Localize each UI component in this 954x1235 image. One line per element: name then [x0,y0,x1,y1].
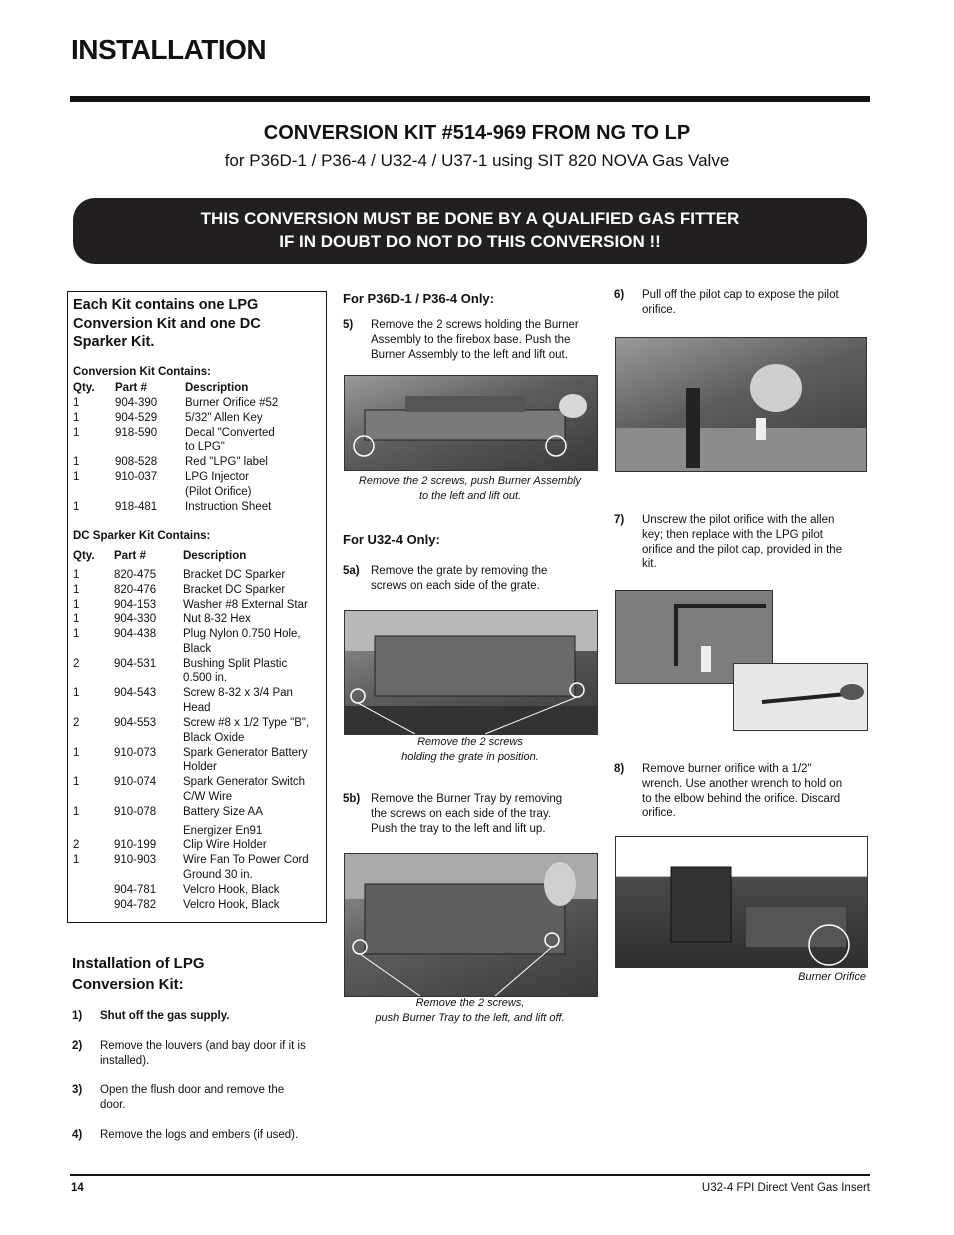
photo-burner-tray-drawing [345,854,597,996]
row-desc-line: Washer #8 External Star [183,598,308,611]
row-qty: 2 [73,839,80,852]
row-part: 820-476 [114,583,157,596]
row-part: 910-903 [114,854,157,867]
row-part: 904-781 [114,883,157,896]
step-number: 6) [614,289,625,301]
text-line: Push the tray to the left and lift up. [371,822,546,835]
row-part: 904-531 [114,657,157,670]
row-desc-line: Bushing Split Plastic [183,657,288,670]
col-part: Part # [114,550,146,562]
text-line: Remove burner orifice with a 1/2" [642,763,812,775]
row-qty: 1 [73,456,80,469]
photo-burner-tray [344,853,598,997]
grate-shape [375,636,575,696]
row-desc [183,775,305,804]
row-qty: 1 [73,411,80,424]
text-line: Remove the grate by removing the [371,565,548,577]
row-desc-line: (Pilot Orifice) [185,485,252,498]
row-desc-line: Instruction Sheet [185,500,272,513]
row-qty: 2 [73,717,80,729]
row-qty: 1 [73,583,80,596]
col-part: Part # [115,382,147,394]
row-qty: 1 [73,805,80,818]
row-qty: 1 [73,598,80,611]
row-desc-line: 0.500 in. [183,672,228,685]
row-desc [185,396,278,411]
step-number: 5) [343,319,354,331]
row-desc-line: C/W Wire [183,790,233,803]
install-heading-line-1: Installation of LPG [72,955,205,972]
text-line: installed). [100,1054,150,1067]
row-qty: 1 [73,628,80,641]
text-line: the screws on each side of the tray. [371,807,552,820]
step-text [100,1128,298,1143]
sparker-kit-label: DC Sparker Kit Contains: [73,530,211,542]
text-line: holding the grate in position. [401,751,539,763]
text-line: Open the flush door and remove the [100,1084,285,1096]
valve-body-shape [671,867,731,942]
step-text [371,564,547,594]
kit-subtitle: for P36D-1 / P36-4 / U32-4 / U37-1 using SIT 820 NOVA Gas Valve [224,151,730,170]
row-desc-line: LPG Injector [185,471,249,483]
hand-shape [559,394,587,418]
text-line: Remove the Burner Tray by removing [371,793,563,805]
text-line: push Burner Tray to the left, and lift off. [375,1012,565,1024]
col-qty: Qty. [73,550,95,562]
row-part: 904-529 [115,411,158,424]
step-number: 5b) [343,793,361,805]
text-line: key; then replace with the LPG pilot [642,528,823,541]
row-desc-line: Burner Orifice #52 [185,397,279,409]
row-desc [183,838,267,853]
row-qty: 1 [73,500,80,513]
row-desc [183,824,262,839]
row-part: 904-553 [114,717,157,729]
text-line: orifice. [642,303,676,316]
row-desc-line: Battery Size AA [183,805,263,818]
screw-circle-left [351,689,365,703]
photo-pilot-cap-drawing [616,338,866,471]
row-desc-line: Spark Generator Switch [183,776,306,789]
title-rule [70,96,870,102]
row-part: 904-543 [114,687,157,700]
text-line: Assembly to the firebox base. Push the [371,333,571,346]
row-desc [183,716,309,745]
step-text [100,1083,284,1113]
row-desc-line: Spark Generator Battery [183,746,308,759]
step-text [100,1039,306,1069]
row-desc [183,686,293,715]
caption-step-5 [343,474,597,504]
caption-step-5a [343,735,597,765]
step-number: 4) [72,1129,83,1141]
warning-line-1: THIS CONVERSION MUST BE DONE BY A QUALIFIED GAS FITTER [200,209,740,228]
row-part: 918-590 [115,426,158,439]
row-qty: 1 [73,471,80,483]
col-desc: Description [185,382,249,394]
step-number: 5a) [343,565,360,577]
row-desc-line: Clip Wire Holder [183,839,267,852]
step-text [642,288,839,318]
row-part: 904-782 [114,898,157,911]
text-line: Remove the 2 screws holding the Burner [371,319,579,331]
row-desc-line: to LPG" [185,441,225,454]
row-desc-line: Wire Fan To Power Cord [183,854,309,867]
row-desc-line: Holder [183,761,217,774]
photo-burner-orifice-drawing [616,837,867,967]
row-part: 910-073 [114,746,157,759]
col-qty: Qty. [73,382,95,394]
fingers-shape [840,684,864,700]
burner-surface-shape [616,428,866,471]
step-number: 8) [614,763,625,775]
row-qty: 1 [73,687,80,700]
step-number: 3) [72,1084,83,1096]
row-desc-line: Screw 8-32 x 3/4 Pan [183,687,293,700]
kit-contents-box [67,291,327,923]
row-desc [183,627,301,656]
row-desc-line: Nut 8-32 Hex [183,613,251,626]
row-desc-line: Bracket DC Sparker [183,569,286,581]
row-desc [183,583,285,598]
row-desc-line: Plug Nylon 0.750 Hole, [183,628,301,641]
warning-banner [73,198,867,264]
text-line: Remove the 2 screws [417,736,523,748]
row-part: 910-199 [114,839,157,852]
page-number: 14 [71,1182,84,1194]
tray-shape [365,884,565,954]
text-line: Shut off the gas supply. [100,1010,230,1022]
tray-shape [746,907,846,947]
caption-burner-orifice: Burner Orifice [798,971,866,983]
row-desc [185,470,251,499]
install-heading [72,953,205,995]
hand-shape [750,364,802,412]
warning-line-2: IF IN DOUBT DO NOT DO THIS CONVERSION !! [279,232,661,251]
step-text [100,1009,229,1024]
install-heading-line-2: Conversion Kit: [72,976,184,993]
row-desc [183,612,251,627]
hand-shape [544,862,576,906]
u32-heading: For U32-4 Only: [343,532,440,547]
key-shape [762,694,846,702]
text-line: Remove the louvers (and bay door if it is [100,1040,306,1052]
text-line: Remove the 2 screws, push Burner Assembly [358,475,582,487]
photo-burner-assembly [344,375,598,471]
row-desc [183,883,280,898]
row-desc-line: Energizer En91 [183,824,263,837]
row-part: 904-438 [114,628,157,641]
step-number: 2) [72,1040,83,1052]
row-part: 910-078 [114,805,157,818]
row-desc-line: Screw #8 x 1/2 Type "B", [183,717,310,729]
row-desc-line: Bracket DC Sparker [183,583,286,596]
photo-grate [344,610,598,735]
row-qty: 1 [73,854,80,867]
text-line: orifice. [642,807,676,820]
text-line: door. [100,1098,126,1111]
text-line: screws on each side of the grate. [371,579,540,592]
text-line: Unscrew the pilot orifice with the allen [642,514,835,526]
text-line: to the elbow behind the orifice. Discard [642,792,841,805]
row-part: 904-153 [114,598,157,611]
text-line: kit. [642,558,657,571]
step-text [371,318,579,362]
base-shape [345,706,597,734]
row-qty: 1 [73,397,80,409]
pilot-tube-shape [686,388,700,468]
caption-step-5b [343,996,597,1026]
text-line: wrench. Use another wrench to hold on [642,777,843,790]
row-qty: 1 [73,569,80,581]
pilot-cap-shape [701,646,711,672]
row-qty: 1 [73,613,80,626]
col-desc: Description [183,550,247,562]
text-line: to the left and lift out. [418,490,522,502]
photo-pilot-cap [615,337,867,472]
photo-burner-orifice [615,836,868,968]
text-line: Remove the logs and embers (if used). [100,1129,299,1141]
row-qty: 2 [73,657,80,670]
electrode-shape [756,418,766,440]
row-part: 918-481 [115,500,158,513]
row-qty: 1 [73,746,80,759]
photo-pilot-orifice [733,663,868,731]
row-desc [185,426,275,455]
burner-shape [365,410,565,440]
row-desc [183,598,308,613]
row-qty: 1 [73,426,80,439]
row-desc-line: Velcro Hook, Black [183,898,280,911]
row-desc [183,746,308,775]
row-desc [183,657,287,686]
row-desc-line: Red "LPG" label [185,456,268,469]
row-desc [185,411,263,426]
text-line: Remove the 2 screws, [415,997,525,1009]
row-desc [183,805,263,820]
pointer-line-left [360,954,420,996]
kit-title: CONVERSION KIT #514-969 FROM NG TO LP [263,122,691,144]
step-number: 7) [614,514,625,526]
row-desc [183,853,309,882]
screw-circle-left [354,436,374,456]
text-line: Pull off the pilot cap to expose the pilot [642,289,839,301]
row-desc-line: Decal "Converted [185,426,275,439]
photo-burner-assembly-drawing [345,376,597,470]
footer-rule [70,1174,870,1176]
burner-top-shape [405,396,525,412]
row-desc-line: 5/32" Allen Key [185,411,263,424]
row-part: 904-330 [114,613,157,626]
row-desc-line: Black Oxide [183,731,245,744]
row-desc-line: Ground 30 in. [183,868,253,881]
row-desc-line: Velcro Hook, Black [183,883,280,896]
row-desc-line: Head [183,701,211,714]
row-desc [185,500,271,515]
step-text [642,513,842,572]
p36-heading: For P36D-1 / P36-4 Only: [343,291,494,306]
text-line: Burner Assembly to the left and lift out. [371,348,568,361]
photo-pilot-orifice-drawing [734,664,867,730]
row-qty: 1 [73,776,80,789]
step-number: 1) [72,1010,83,1022]
row-part: 910-074 [114,776,157,789]
row-desc [183,568,285,583]
step-text [371,792,562,836]
kit-box-heading: Each Kit contains one LPG Conversion Kit and one DC Sparker Kit. [73,297,261,350]
row-part: 908-528 [115,456,158,469]
footer-document-title: U32-4 FPI Direct Vent Gas Insert [701,1182,870,1194]
row-part: 904-390 [115,397,158,409]
conversion-kit-label: Conversion Kit Contains: [73,366,212,378]
row-desc-line: Black [183,642,212,655]
text-line: orifice and the pilot cap, provided in the [642,543,843,556]
row-desc [183,898,280,913]
row-part: 910-037 [115,471,158,483]
page-title: INSTALLATION [71,34,267,65]
step-text [642,762,842,821]
row-part: 820-475 [114,569,157,581]
photo-grate-drawing [345,611,597,734]
row-desc [185,455,268,470]
